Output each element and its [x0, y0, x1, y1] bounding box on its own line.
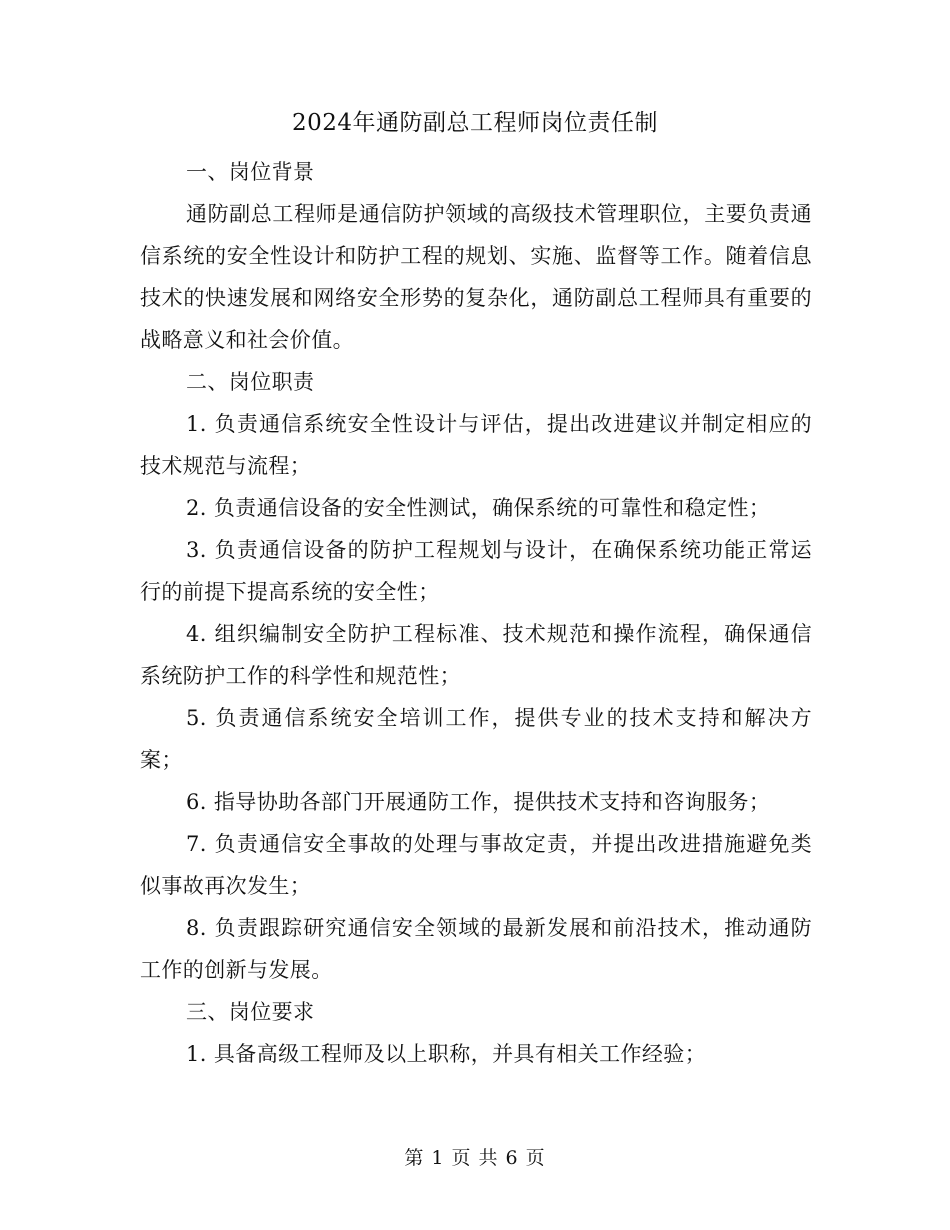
document-title: 2024年通防副总工程师岗位责任制 [291, 110, 659, 136]
section-heading-duties: 二、岗位职责 [186, 370, 315, 394]
duty-item-8: 8. 负责跟踪研究通信安全领域的最新发展和前沿技术，推动通防工作的创新与发展。 [140, 916, 812, 982]
duty-item-2: 2. 负责通信设备的安全性测试，确保系统的可靠性和稳定性； [186, 496, 771, 520]
duty-item-5: 5. 负责通信系统安全培训工作，提供专业的技术支持和解决方案； [140, 706, 812, 772]
background-paragraph: 通防副总工程师是通信防护领域的高级技术管理职位，主要负责通信系统的安全性设计和防护工程的规划、实施、监督等工作。随着信息技术的快速发展和网络安全形势的复杂化，通防副总工程师具有重要的战略意义和社会价值。 [140, 202, 812, 352]
requirement-item-1: 1. 具备高级工程师及以上职称，并具有相关工作经验； [186, 1042, 707, 1066]
document-body [140, 151, 812, 1075]
duty-item-3: 3. 负责通信设备的防护工程规划与设计，在确保系统功能正常运行的前提下提高系统的安全性； [140, 538, 812, 604]
section-heading-background: 一、岗位背景 [186, 160, 315, 184]
duty-item-1: 1. 负责通信系统安全性设计与评估，提出改进建议并制定相应的技术规范与流程； [140, 412, 812, 478]
duty-item-4: 4. 组织编制安全防护工程标准、技术规范和操作流程，确保通信系统防护工作的科学性和规范性； [140, 622, 812, 688]
section-heading-requirements: 三、岗位要求 [186, 1000, 315, 1024]
duty-item-6: 6. 指导协助各部门开展通防工作，提供技术支持和咨询服务； [186, 790, 771, 814]
page-number-footer: 第 1 页 共 6 页 [404, 1147, 546, 1169]
duty-item-7: 7. 负责通信安全事故的处理与事故定责，并提出改进措施避免类似事故再次发生； [140, 832, 812, 898]
